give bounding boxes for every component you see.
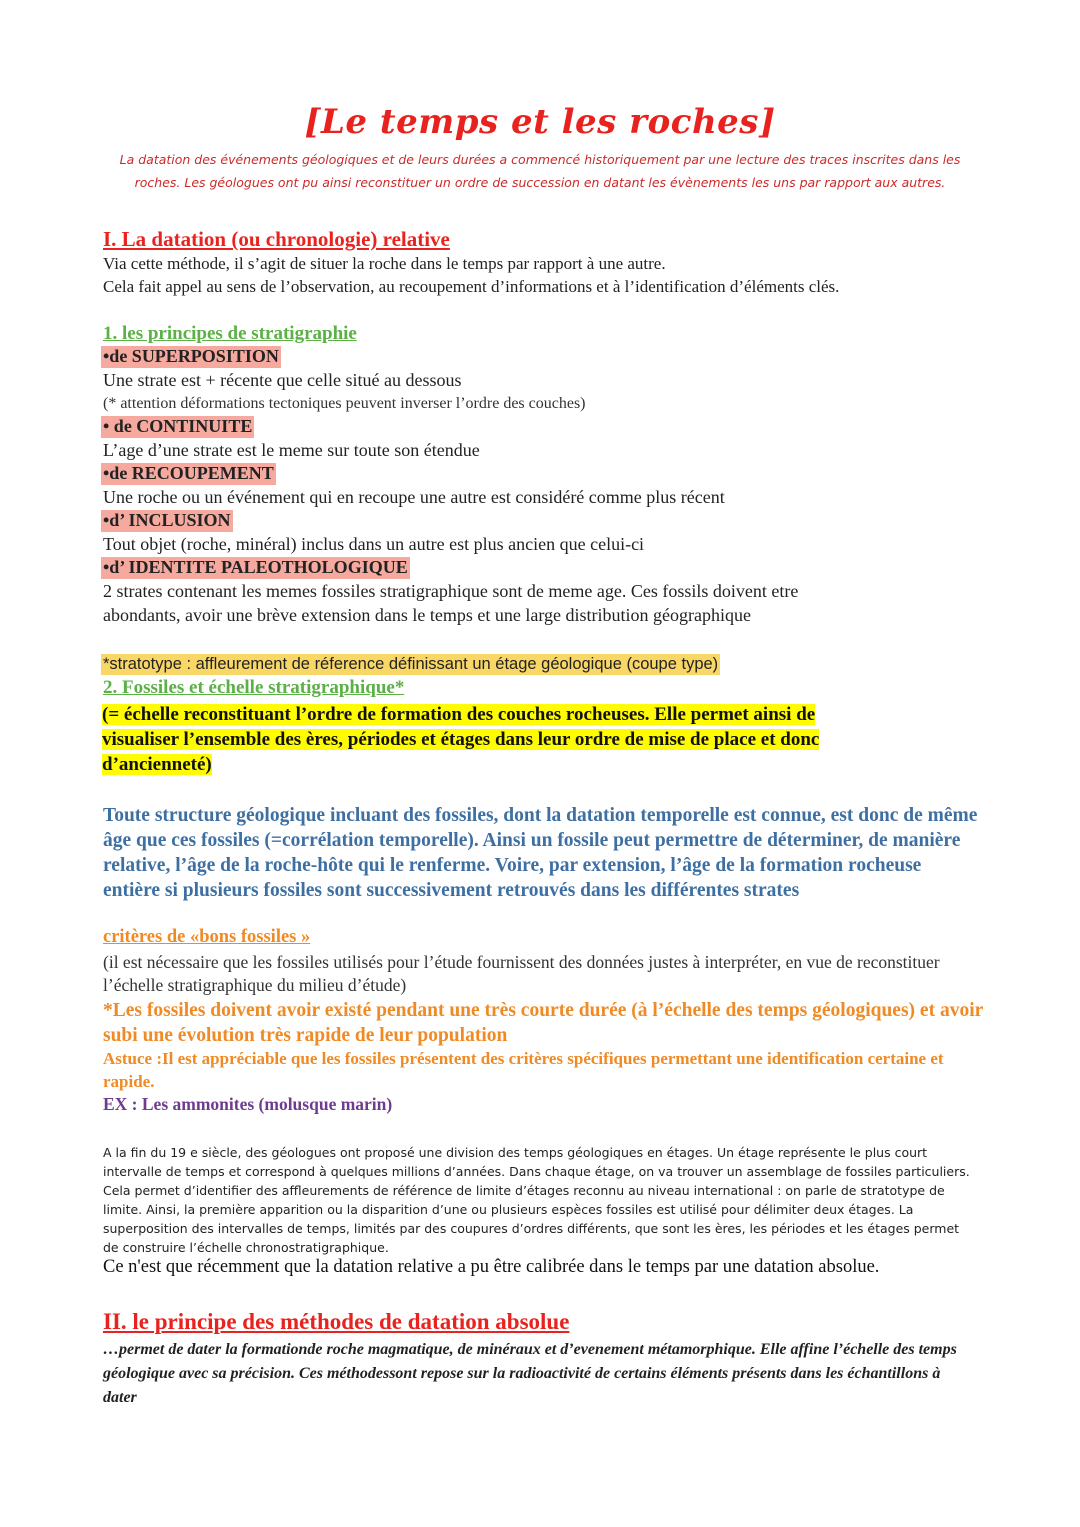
scale-definition <box>102 702 819 777</box>
principle-continuite-label: • de CONTINUITE <box>103 416 253 436</box>
principle-recoupement-label: •de RECOUPEMENT <box>103 463 274 483</box>
scale-definition-line-3: d’ancienneté) <box>102 754 212 775</box>
scale-definition-line-1: (= échelle reconstituant l’ordre de formation des couches rocheuses. Elle permet ainsi de <box>102 704 816 725</box>
scale-definition-line-2: visualiser l’ensemble des ères, périodes et étages dans leur ordre de mise de place et donc <box>102 729 820 750</box>
intro-paragraph: La datation des événements géologiques et de leurs durées a commencé historiquement par une lecture des traces inscrites dans les roches. Les géologues ont pu ainsi reconstituer un ordre de succession en datant les évènements les uns par rapport aux autres. <box>119 152 961 190</box>
criteria-text: (il est nécessaire que les fossiles utilisés pour l’étude fournissent des données justes à interpréter, en vue de reconstituer l’échelle stratigraphique du milieu d’étude) <box>103 952 940 995</box>
principle-identite-label: •d’ IDENTITE PALEOTHOLOGIQUE <box>103 557 408 577</box>
principle-inclusion-text: Tout objet (roche, minéral) inclus dans un autre est plus ancien que celui-ci <box>103 534 645 554</box>
principle-recoupement-text: Une roche ou un événement qui en recoupe une autre est considéré comme plus récent <box>103 487 725 507</box>
stages-paragraph: A la fin du 19 e siècle, des géologues ont proposé une division des temps géologiques en étages. Un étage représente le plus court intervalle de temps et correspond à quelques millions d’années. Dans chaque étage, on va trouver un assemblage de fossiles particuliers. Cela permet d’identifier des affleurements de référence de limite d’étages reconnu au niveau international : on parle de stratotype de limite. Ainsi, la première apparition ou la disparition d’une ou plusieurs espèces fossiles est utilisé pour délimiter deux étages. La superposition des intervalles de temps, limités par des coupures d’ordres différents, que sont les ères, les périodes et les étages permet de construire l’échelle chronostratigraphique. <box>103 1145 970 1255</box>
sub2-heading: 2. Fossiles et échelle stratigraphique* <box>103 677 405 698</box>
principle-identite-text-2: abondants, avoir une brève extension dans le temps et une large distribution géographique <box>103 605 751 625</box>
sub1-heading: 1. les principes de stratigraphie <box>103 323 357 344</box>
section1-line1: Via cette méthode, il s’agit de situer la roche dans le temps par rapport à une autre. <box>103 254 666 273</box>
section1-line2: Cela fait appel au sens de l’observation, au recoupement d’informations et à l’identification d’éléments clés. <box>103 277 840 296</box>
astuce-text: Astuce :Il est appréciable que les fossiles présentent des critères spécifiques permettant une identification certaine et rapide. <box>103 1049 944 1091</box>
principle-continuite-text: L’age d’une strate est le meme sur toute son étendue <box>103 440 480 460</box>
fossil-correlation-paragraph: Toute structure géologique incluant des fossiles, dont la datation temporelle est connue, est donc de même âge que ces fossiles (=corrélation temporelle). Ainsi un fossile peut permettre de déterminer, de manière relative, l’âge de la roche-hôte qui le renferme. Voire, par extension, l’âge de la formation rocheuse entière si plusieurs fossiles sont successivement retrouvés dans les différentes strates <box>103 805 978 901</box>
criteria-heading: critères de «bons fossiles » <box>103 927 311 947</box>
section2-text: …permet de dater la formationde roche magmatique, de minéraux et d’evenement métamorphique. Elle affine l’échelle des temps géologique avec sa précision. Ces méthodessont repose sur la radioactivité de certains éléments présents dans les échantillons à dater <box>103 1341 957 1406</box>
principle-superposition-note: (* attention déformations tectoniques peuvent inverser l’ordre des couches) <box>103 395 586 412</box>
principle-inclusion-label: •d’ INCLUSION <box>103 510 231 530</box>
principle-superposition-label: •de SUPERPOSITION <box>103 346 279 366</box>
criteria-bold: *Les fossiles doivent avoir existé pendant une très courte durée (à l’échelle des temps géologiques) et avoir subi une évolution très rapide de leur population <box>103 1000 983 1046</box>
section2-heading: II. le principe des méthodes de datation absolue <box>103 1309 570 1334</box>
principle-superposition-text: Une strate est + récente que celle situé au dessous <box>103 370 462 390</box>
page-title: [Le temps et les roches] <box>304 102 776 142</box>
stratotype-note: *stratotype : affleurement de réference définissant un étage géologique (coupe type) <box>103 655 719 673</box>
section1-heading: I. La datation (ou chronologie) relative <box>103 227 450 251</box>
conclusion-line: Ce n'est que récemment que la datation relative a pu être calibrée dans le temps par une datation absolue. <box>103 1257 880 1277</box>
example-text: EX : Les ammonites (molusque marin) <box>103 1094 393 1114</box>
principle-identite-text-1: 2 strates contenant les memes fossiles stratigraphique sont de meme age. Ces fossils doivent etre <box>103 581 799 601</box>
